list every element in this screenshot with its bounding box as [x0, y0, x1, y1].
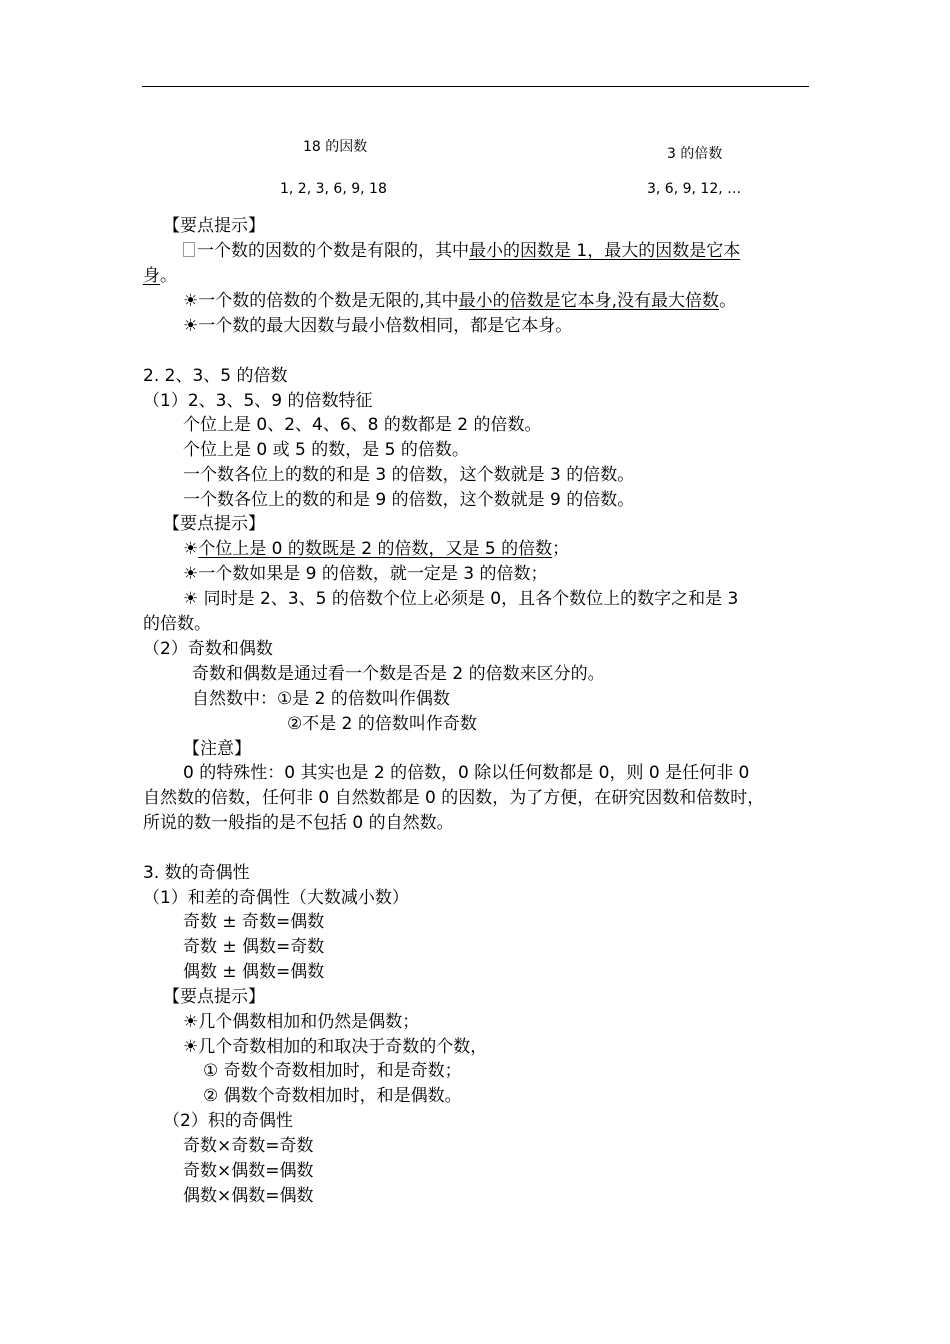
- multiples-values: 3, 6, 9, 12, …: [647, 181, 742, 197]
- product-even-even: 偶数×偶数=偶数: [183, 1186, 314, 1206]
- factors-values: 1, 2, 3, 6, 9, 18: [280, 181, 387, 197]
- multiples-title: 3 的倍数: [667, 146, 723, 162]
- tips-heading-1: 【要点提示】: [163, 216, 265, 236]
- tip-2-3-5-cont: 的倍数。: [143, 614, 211, 634]
- tip-9-implies-3: ☀一个数如果是 9 的倍数，就一定是 3 的倍数；: [183, 564, 548, 584]
- note-line-3: 所说的数一般指的是不包括 0 的自然数。: [143, 813, 454, 833]
- section-2-title: 2. 2、3、5 的倍数: [143, 366, 288, 386]
- tip-multiples-infinite: ☀一个数的倍数的个数是无限的,其中最小的倍数是它本身,没有最大倍数。: [183, 291, 737, 311]
- rule-multiple-of-3: 一个数各位上的数的和是 3 的倍数，这个数就是 3 的倍数。: [183, 465, 635, 485]
- note-line-1: 0 的特殊性：0 其实也是 2 的倍数，0 除以任何数都是 0，则 0 是任何非 0: [183, 763, 750, 783]
- tip-2-and-5: ☀个位上是 0 的数既是 2 的倍数，又是 5 的倍数；: [183, 539, 570, 559]
- tip-2-3-5: ☀ 同时是 2、3、5 的倍数个位上必须是 0，且各个数位上的数字之和是 3: [183, 589, 739, 609]
- missing-glyph-icon: [183, 242, 195, 257]
- rule-multiple-of-9: 一个数各位上的数的和是 9 的倍数，这个数就是 9 的倍数。: [183, 490, 635, 510]
- tip-factors-finite: 一个数的因数的个数是有限的，其中最小的因数是 1，最大的因数是它本: [183, 241, 740, 261]
- product-odd-even: 奇数×偶数=偶数: [183, 1161, 314, 1181]
- rule-even-even: 偶数 ± 偶数=偶数: [183, 962, 325, 982]
- subsection-3-2: （2）积的奇偶性: [163, 1111, 293, 1131]
- subsection-2-2: （2）奇数和偶数: [143, 639, 273, 659]
- odd-even-definition: 奇数和偶数是通过看一个数是否是 2 的倍数来区分的。: [192, 664, 605, 684]
- note-heading: 【注意】: [183, 739, 251, 759]
- section-3-title: 3. 数的奇偶性: [143, 863, 250, 883]
- tip-odd-count-odd: ① 奇数个奇数相加时，和是奇数；: [203, 1061, 462, 1081]
- factors-title: 18 的因数: [303, 139, 368, 155]
- even-definition: 自然数中：①是 2 的倍数叫作偶数: [192, 689, 450, 709]
- tip-max-factor-min-multiple: ☀一个数的最大因数与最小倍数相同，都是它本身。: [183, 316, 573, 336]
- rule-odd-odd: 奇数 ± 奇数=偶数: [183, 912, 325, 932]
- tips-heading-2: 【要点提示】: [163, 514, 265, 534]
- product-odd-odd: 奇数×奇数=奇数: [183, 1136, 314, 1156]
- header-rule: [142, 86, 809, 87]
- tip-odd-sum: ☀几个奇数相加的和取决于奇数的个数，: [183, 1037, 488, 1057]
- subsection-2-1: （1）2、3、5、9 的倍数特征: [143, 391, 373, 411]
- tip-even-sum: ☀几个偶数相加和仍然是偶数；: [183, 1012, 420, 1032]
- subsection-3-1: （1）和差的奇偶性（大数减小数）: [143, 888, 409, 908]
- tip-factors-finite-cont: 身。: [143, 266, 177, 286]
- odd-definition: ②不是 2 的倍数叫作奇数: [287, 714, 477, 734]
- rule-odd-even: 奇数 ± 偶数=奇数: [183, 937, 325, 957]
- rule-multiple-of-2: 个位上是 0、2、4、6、8 的数都是 2 的倍数。: [183, 415, 542, 435]
- tip-even-count-odd: ② 偶数个奇数相加时，和是偶数。: [203, 1086, 462, 1106]
- rule-multiple-of-5: 个位上是 0 或 5 的数，是 5 的倍数。: [183, 440, 469, 460]
- note-line-2: 自然数的倍数，任何非 0 自然数都是 0 的因数，为了方便，在研究因数和倍数时，: [143, 788, 765, 808]
- tips-heading-3: 【要点提示】: [163, 987, 265, 1007]
